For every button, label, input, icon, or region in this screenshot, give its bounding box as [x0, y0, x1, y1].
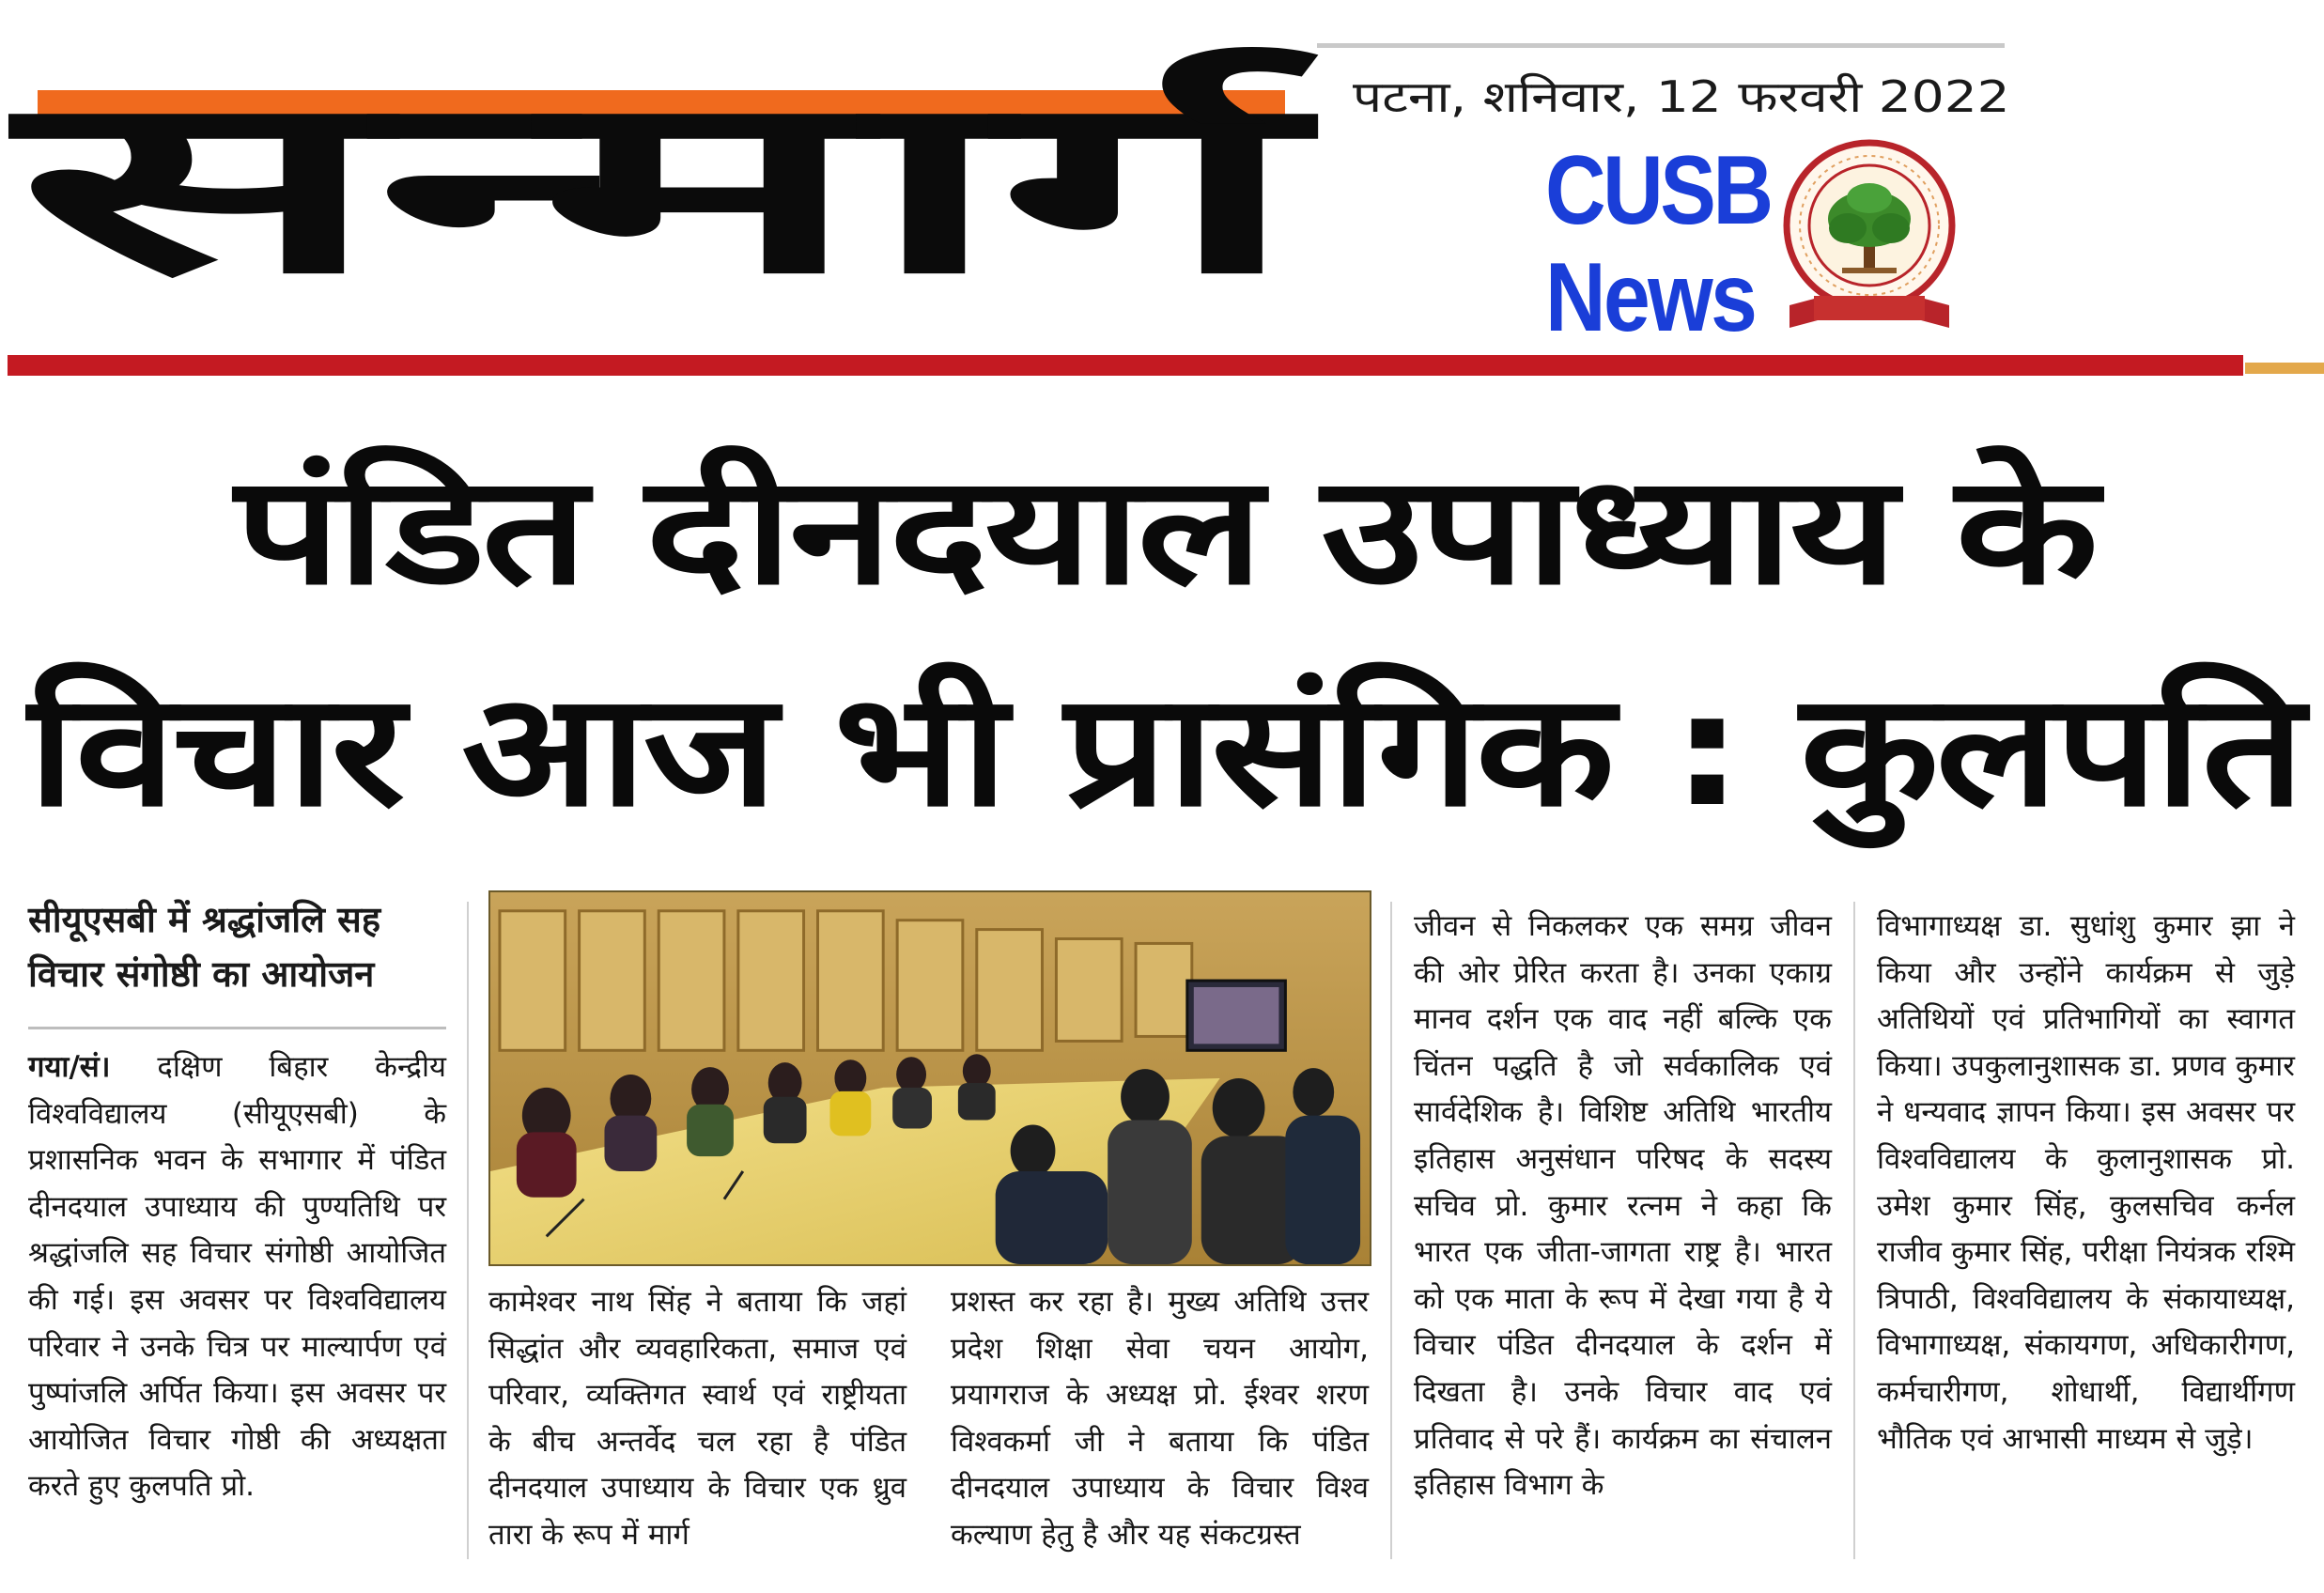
- masthead-title: सन्मार्ग: [17, 44, 1294, 328]
- article-column-1-text: दक्षिण बिहार केन्द्रीय विश्वविद्यालय (सीयूएसबी) के प्रशासनिक भवन के सभागार में पंडित दीनदयाल उपाध्याय की पुण्यतिथि पर श्रद्धांजलि सह विचार संगोष्ठी आयोजित की गई। इस अवसर पर विश्वविद्यालय परिवार ने उनके चित्र पर माल्यार्पण एवं पुष्पांजलि अर्पित किया। इस अवसर पर आयोजित विचार गोष्ठी की अध्यक्षता करते हुए कुलपति प्रो.: [28, 1050, 446, 1504]
- masthead-red-rule: [8, 355, 2243, 376]
- university-seal-icon: [1780, 136, 1959, 333]
- subhead-rule: [28, 1027, 446, 1029]
- column-rule-4: [1853, 902, 1855, 1559]
- article-column-1: [28, 1044, 446, 1570]
- headline-line-1: पंडित दीनदयाल उपाध्याय के: [235, 442, 2096, 618]
- edition-dateline: पटना, शनिवार, 12 फरवरी 2022: [1353, 71, 2010, 122]
- article-column-5: विभागाध्यक्ष डा. सुधांशु कुमार झा ने किया और उन्होंने कार्यक्रम से जुड़े अतिथियों एवं प्रतिभागियों का स्वागत किया। उपकुलानुशासक डा. प्रणव कुमार ने धन्यवाद ज्ञापन किया। इस अवसर पर विश्वविद्यालय के कुलानुशासक प्रो. उमेश कुमार सिंह, कुलसचिव कर्नल राजीव कुमार सिंह, परीक्षा नियंत्रक रश्मि त्रिपाठी, विश्वविद्यालय के संकायाध्यक्ष, विभागाध्यक्ष, संकायगण, अधिकारीगण, कर्मचारीगण, शोधार्थी, विद्यार्थीगण भौतिक एवं आभासी माध्यम से जुड़े।: [1877, 909, 2295, 1456]
- column-rule-3: [1390, 902, 1392, 1559]
- meeting-hall-photo: [488, 890, 1371, 1266]
- column-rule-1: [467, 902, 469, 1559]
- article-column-3: प्रशस्त कर रहा है। मुख्य अतिथि उत्तर प्रदेश शिक्षा सेवा चयन आयोग, प्रयागराज के अध्यक्ष प्रो. ईश्वर शरण विश्वकर्मा जी ने बताया कि पंडित दीनदयाल उपाध्याय के विचार विश्व कल्याण हेतु है और यह संकटग्रस्त: [951, 1285, 1369, 1552]
- article-subhead: सीयूएसबी में श्रद्धांजलि सह विचार संगोष्ठी का आयोजन: [28, 899, 381, 995]
- dateline-rule: [1317, 43, 2005, 48]
- masthead-gold-rule: [2245, 363, 2324, 374]
- headline-line-2: विचार आज भी प्रासंगिक : कुलपति: [28, 660, 2301, 842]
- article-column-4: जीवन से निकलकर एक समग्र जीवन की ओर प्रेरित करता है। उनका एकाग्र मानव दर्शन एक वाद नहीं बल्कि एक चिंतन पद्धति है जो सर्वकालिक एवं सार्वदेशिक है। विशिष्ट अतिथि भारतीय इतिहास अनुसंधान परिषद के सदस्य सचिव प्रो. कुमार रत्नम ने कहा कि भारत एक जीता-जागता राष्ट्र है। भारत को एक माता के रूप में देखा गया है ये विचार पंडित दीनदयाल के दर्शन में दिखता है। उनके विचार वाद एवं प्रतिवाद से परे हैं। कार्यक्रम का संचालन इतिहास विभाग के: [1414, 909, 1832, 1503]
- news-badge-text: News: [1545, 243, 1756, 352]
- cusb-badge-text: CUSB: [1545, 136, 1771, 245]
- article-dateline: गया/सं।: [28, 1050, 111, 1084]
- article-column-2: कामेश्वर नाथ सिंह ने बताया कि जहां सिद्धांत और व्यवहारिकता, समाज एवं परिवार, व्यक्तिगत स्वार्थ एवं राष्ट्रीयता के बीच अन्तर्वेद चल रहा है पंडित दीनदयाल उपाध्याय के विचार एक ध्रुव तारा के रूप में मार्ग: [488, 1285, 906, 1552]
